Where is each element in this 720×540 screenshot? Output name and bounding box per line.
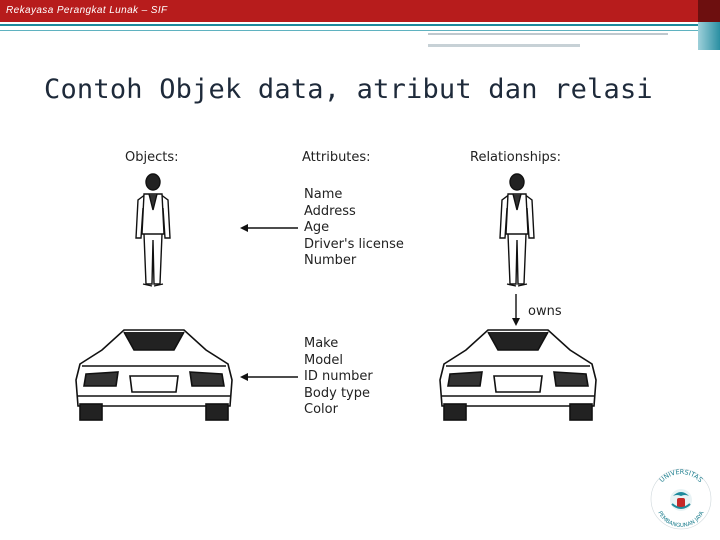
svg-text:UNIVERSITAS (658, 468, 704, 484)
attribute-item: ID number (304, 369, 373, 384)
owns-label: owns (528, 304, 562, 319)
car-icon (436, 320, 600, 424)
svg-text:PEMBANGUNAN JAYA (656, 510, 705, 529)
corner-accent (698, 22, 720, 50)
header-bar (0, 0, 720, 22)
divider-line (428, 44, 580, 47)
attribute-item: Make (304, 336, 339, 351)
person-icon (492, 168, 542, 292)
header-accent (698, 0, 720, 22)
person-attribute-list (304, 187, 404, 270)
slide-title: Contoh Objek data, atribut dan relasi (44, 74, 653, 105)
person-icon (128, 168, 178, 292)
attribute-item: Driver's license (304, 236, 404, 252)
arrow-left-icon (240, 371, 300, 383)
logo-ring-top: UNIVERSITAS (657, 467, 705, 485)
attribute-item: Number (304, 253, 357, 268)
attribute-item: Model (304, 352, 344, 368)
attribute-item: Age (304, 220, 330, 235)
university-logo (648, 466, 714, 532)
relationships-label: Relationships: (470, 150, 561, 165)
car-icon (72, 320, 236, 424)
attribute-item: Name (304, 187, 343, 202)
divider-line (428, 33, 668, 35)
attribute-item: Address (304, 203, 356, 219)
attributes-label: Attributes: (302, 150, 371, 165)
divider-line (0, 24, 720, 26)
arrow-down-icon (510, 294, 522, 326)
attribute-item: Color (304, 402, 338, 417)
arrow-left-icon (240, 222, 300, 234)
divider-line (0, 30, 700, 31)
logo-ring-bottom: PEMBANGUNAN JAYA (656, 510, 706, 530)
attribute-item: Body type (304, 385, 370, 401)
car-attribute-list (304, 336, 373, 419)
header-title: Rekayasa Perangkat Lunak – SIF (6, 5, 168, 16)
objects-label: Objects: (125, 150, 179, 165)
